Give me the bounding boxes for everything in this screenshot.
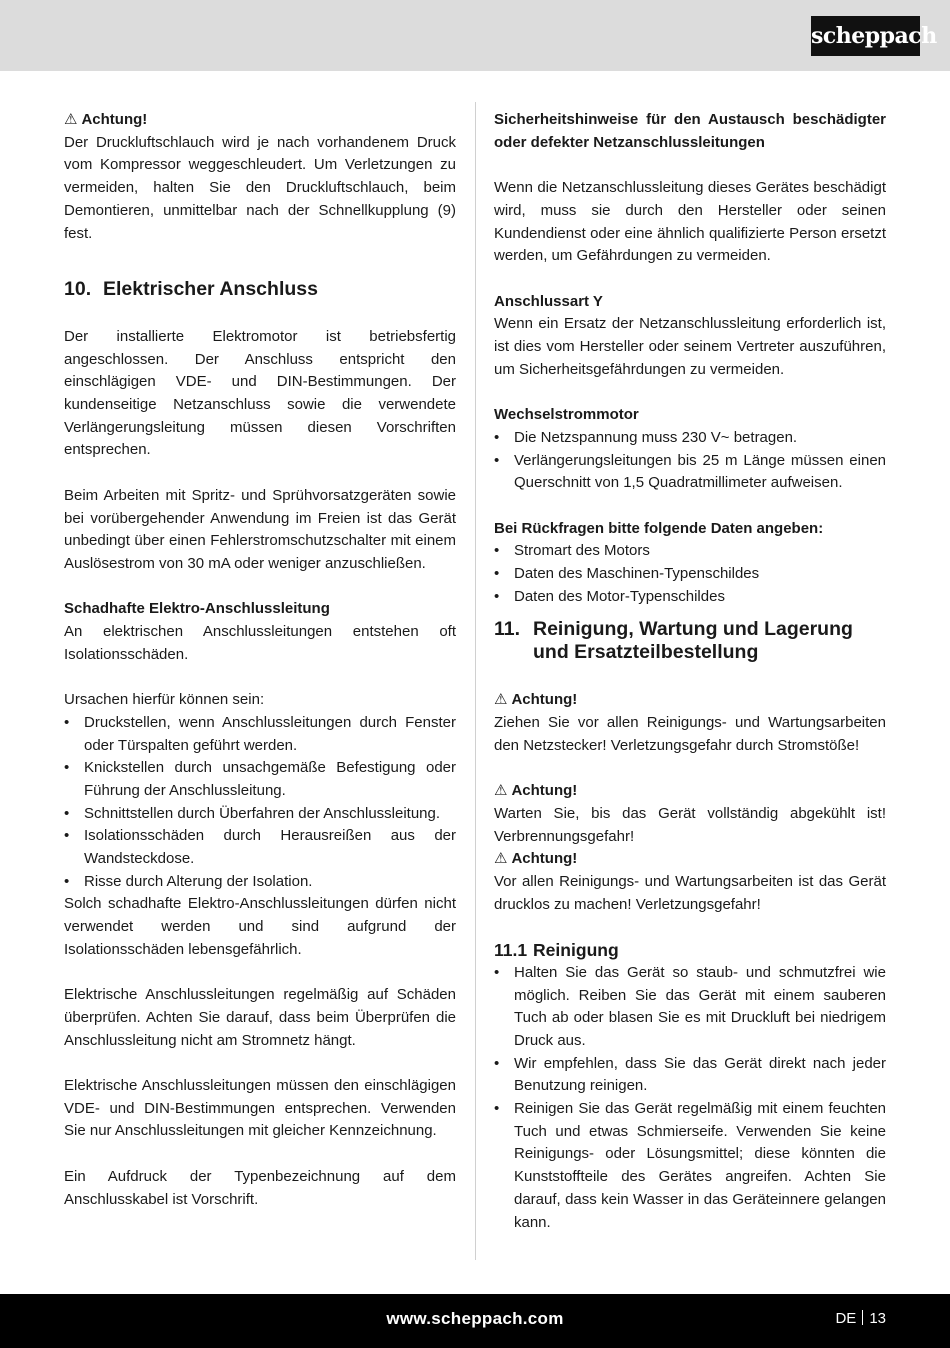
paragraph: An elektrischen Anschlussleitungen entstehen oft Isolationsschäden. bbox=[64, 623, 456, 663]
warning-text: Ziehen Sie vor allen Reinigungs- und Wartungsarbeiten den Netzstecker! Verletzungsgefahr durch Stromstöße! bbox=[494, 714, 886, 754]
subsection-title: Sicherheitshinweise für den Austausch beschädigter oder defekter Netzanschlussleitungen bbox=[494, 111, 886, 151]
page-footer bbox=[0, 1294, 950, 1348]
paragraph: Solch schadhafte Elektro-Anschlussleitungen dürfen nicht verwendet werden und sind aufgrund der Isolationsschäden lebensgefährlich. bbox=[64, 895, 456, 958]
list-item: • Wir empfehlen, dass Sie das Gerät direkt nach jeder Benutzung reinigen. bbox=[494, 1053, 886, 1098]
language-code: DE bbox=[835, 1310, 857, 1327]
subsection-title: Bei Rückfragen bitte folgende Daten angeben: bbox=[494, 519, 824, 537]
section-heading: 10. Elektrischer Anschluss bbox=[64, 277, 318, 300]
list-intro: Ursachen hierfür können sein: bbox=[64, 691, 265, 709]
warning-text: Der Druckluftschlauch wird je nach vorhandenem Druck vom Kompressor weggeschleudert. Um Verletzungen zu vermeiden, halten Sie den Druckluftschlauch, beim Demontieren, unmittelbar nach der Schnellkupplung (9) fest. bbox=[64, 133, 456, 242]
warning-icon: ⚠ bbox=[494, 850, 508, 868]
paragraph: Ein Aufdruck der Typenbezeichnung auf dem Anschlusskabel ist Vorschrift. bbox=[64, 1167, 456, 1208]
paragraph: Elektrische Anschlussleitungen regelmäßig auf Schäden überprüfen. Achten Sie darauf, dass beim Überprüfen die Anschlussleitung nicht am Stromnetz hängt. bbox=[64, 986, 456, 1049]
column-divider bbox=[475, 102, 476, 1260]
section-heading: 11. Reinigung, Wartung und Lagerung und Ersatzteilbestellung bbox=[494, 618, 853, 664]
warning-heading: ⚠ Achtung! bbox=[64, 109, 456, 132]
page-number-value: 13 bbox=[869, 1310, 886, 1327]
causes-list bbox=[64, 712, 456, 894]
list-item: • Isolationsschäden durch Herausreißen aus der Wandsteckdose. bbox=[64, 825, 456, 870]
list-item: • Reinigen Sie das Gerät regelmäßig mit einem feuchten Tuch und etwas Schmierseife. Verwenden Sie keine Reinigungs- oder Lösungsmittel; diese könnten die Kunststoffteile des Gerätes angreifen. Achten Sie darauf, dass kein Wasser in das Geräteinnere gelangen kann. bbox=[494, 1098, 886, 1234]
list-item: • Risse durch Alterung der Isolation. bbox=[64, 871, 456, 894]
warning-text: Warten Sie, bis das Gerät vollständig abgekühlt ist! Verbrennungsgefahr! bbox=[494, 804, 886, 845]
page-number bbox=[835, 1310, 886, 1327]
list-item: • Stromart des Motors bbox=[494, 540, 886, 563]
subsection-title: Anschlussart Y bbox=[494, 292, 603, 310]
list-item: • Druckstellen, wenn Anschlussleitungen durch Fenster oder Türspalten geführt werden. bbox=[64, 712, 456, 757]
list-item: • Halten Sie das Gerät so staub- und schmutzfrei wie möglich. Reiben Sie das Gerät mit einem sauberen Tuch ab oder blasen Sie es mit Druckluft bei niedrigem Druck aus. bbox=[494, 962, 886, 1053]
warning-icon: ⚠ bbox=[64, 111, 78, 128]
warning-text: Vor allen Reinigungs- und Wartungsarbeiten ist das Gerät drucklos zu machen! Verletzungsgefahr! bbox=[494, 873, 886, 913]
subsection-title: Schadhafte Elektro-Anschlussleitung bbox=[64, 600, 330, 618]
warning-heading: ⚠ Achtung! bbox=[494, 689, 886, 712]
list-item: • Daten des Maschinen-Typenschildes bbox=[494, 563, 886, 586]
motor-list bbox=[494, 427, 886, 495]
paragraph: Der installierte Elektromotor ist betriebsfertig angeschlossen. Der Anschluss entspricht den einschlägigen VDE- und DIN-Bestimmungen. Der kundenseitige Netzanschluss sowie die verwendete Verlängerungsleitung müssen diesen Vorschriften entsprechen. bbox=[64, 327, 456, 459]
list-item: • Knickstellen durch unsachgemäße Befestigung oder Führung der Anschlussleitung. bbox=[64, 757, 456, 802]
subsection-heading: 11.1 Reinigung bbox=[494, 940, 619, 961]
right-column bbox=[494, 109, 886, 1234]
page-header bbox=[0, 0, 950, 71]
warning-heading: ⚠ Achtung! bbox=[494, 848, 886, 871]
list-item: • Verlängerungsleitungen bis 25 m Länge müssen einen Querschnitt von 1,5 Quadratmillimeter aufweisen. bbox=[494, 450, 886, 495]
list-item: • Die Netzspannung muss 230 V~ betragen. bbox=[494, 427, 886, 450]
brand-logo: scheppach bbox=[811, 16, 920, 56]
warning-heading: ⚠ Achtung! bbox=[494, 780, 886, 803]
list-item: • Schnittstellen durch Überfahren der Anschlussleitung. bbox=[64, 803, 456, 826]
inquiry-list bbox=[494, 540, 886, 608]
paragraph: Elektrische Anschlussleitungen müssen den einschlägigen VDE- und DIN-Bestimmungen entsprechen. Verwenden Sie nur Anschlussleitungen mit gleicher Kennzeichnung. bbox=[64, 1077, 456, 1140]
paragraph: Beim Arbeiten mit Spritz- und Sprühvorsatzgeräten sowie bei vorübergehender Anwendung im Freien ist das Gerät unbedingt über einen Fehlerstromschutzschalter mit einem Auslösestrom von 30 mA oder weniger anzuschließen. bbox=[64, 486, 456, 572]
paragraph: Wenn die Netzanschlussleitung dieses Gerätes beschädigt wird, muss sie durch den Hersteller oder seinen Kundendienst oder eine ähnlich qualifizierte Person ersetzt werden, um Gefährdungen zu vermeiden. bbox=[494, 179, 886, 265]
warning-icon: ⚠ bbox=[494, 782, 508, 800]
footer-website-link[interactable]: www.scheppach.com bbox=[386, 1309, 564, 1328]
subsection-title: Wechselstrommotor bbox=[494, 406, 639, 424]
paragraph: Wenn ein Ersatz der Netzanschlussleitung erforderlich ist, ist dies vom Hersteller oder seinem Vertreter auszuführen, um Sicherheitsgefährdungen zu vermeiden. bbox=[494, 315, 886, 378]
warning-icon: ⚠ bbox=[494, 691, 508, 709]
list-item: • Daten des Motor-Typenschildes bbox=[494, 586, 886, 609]
left-column bbox=[64, 109, 456, 1211]
cleaning-list bbox=[494, 962, 886, 1234]
